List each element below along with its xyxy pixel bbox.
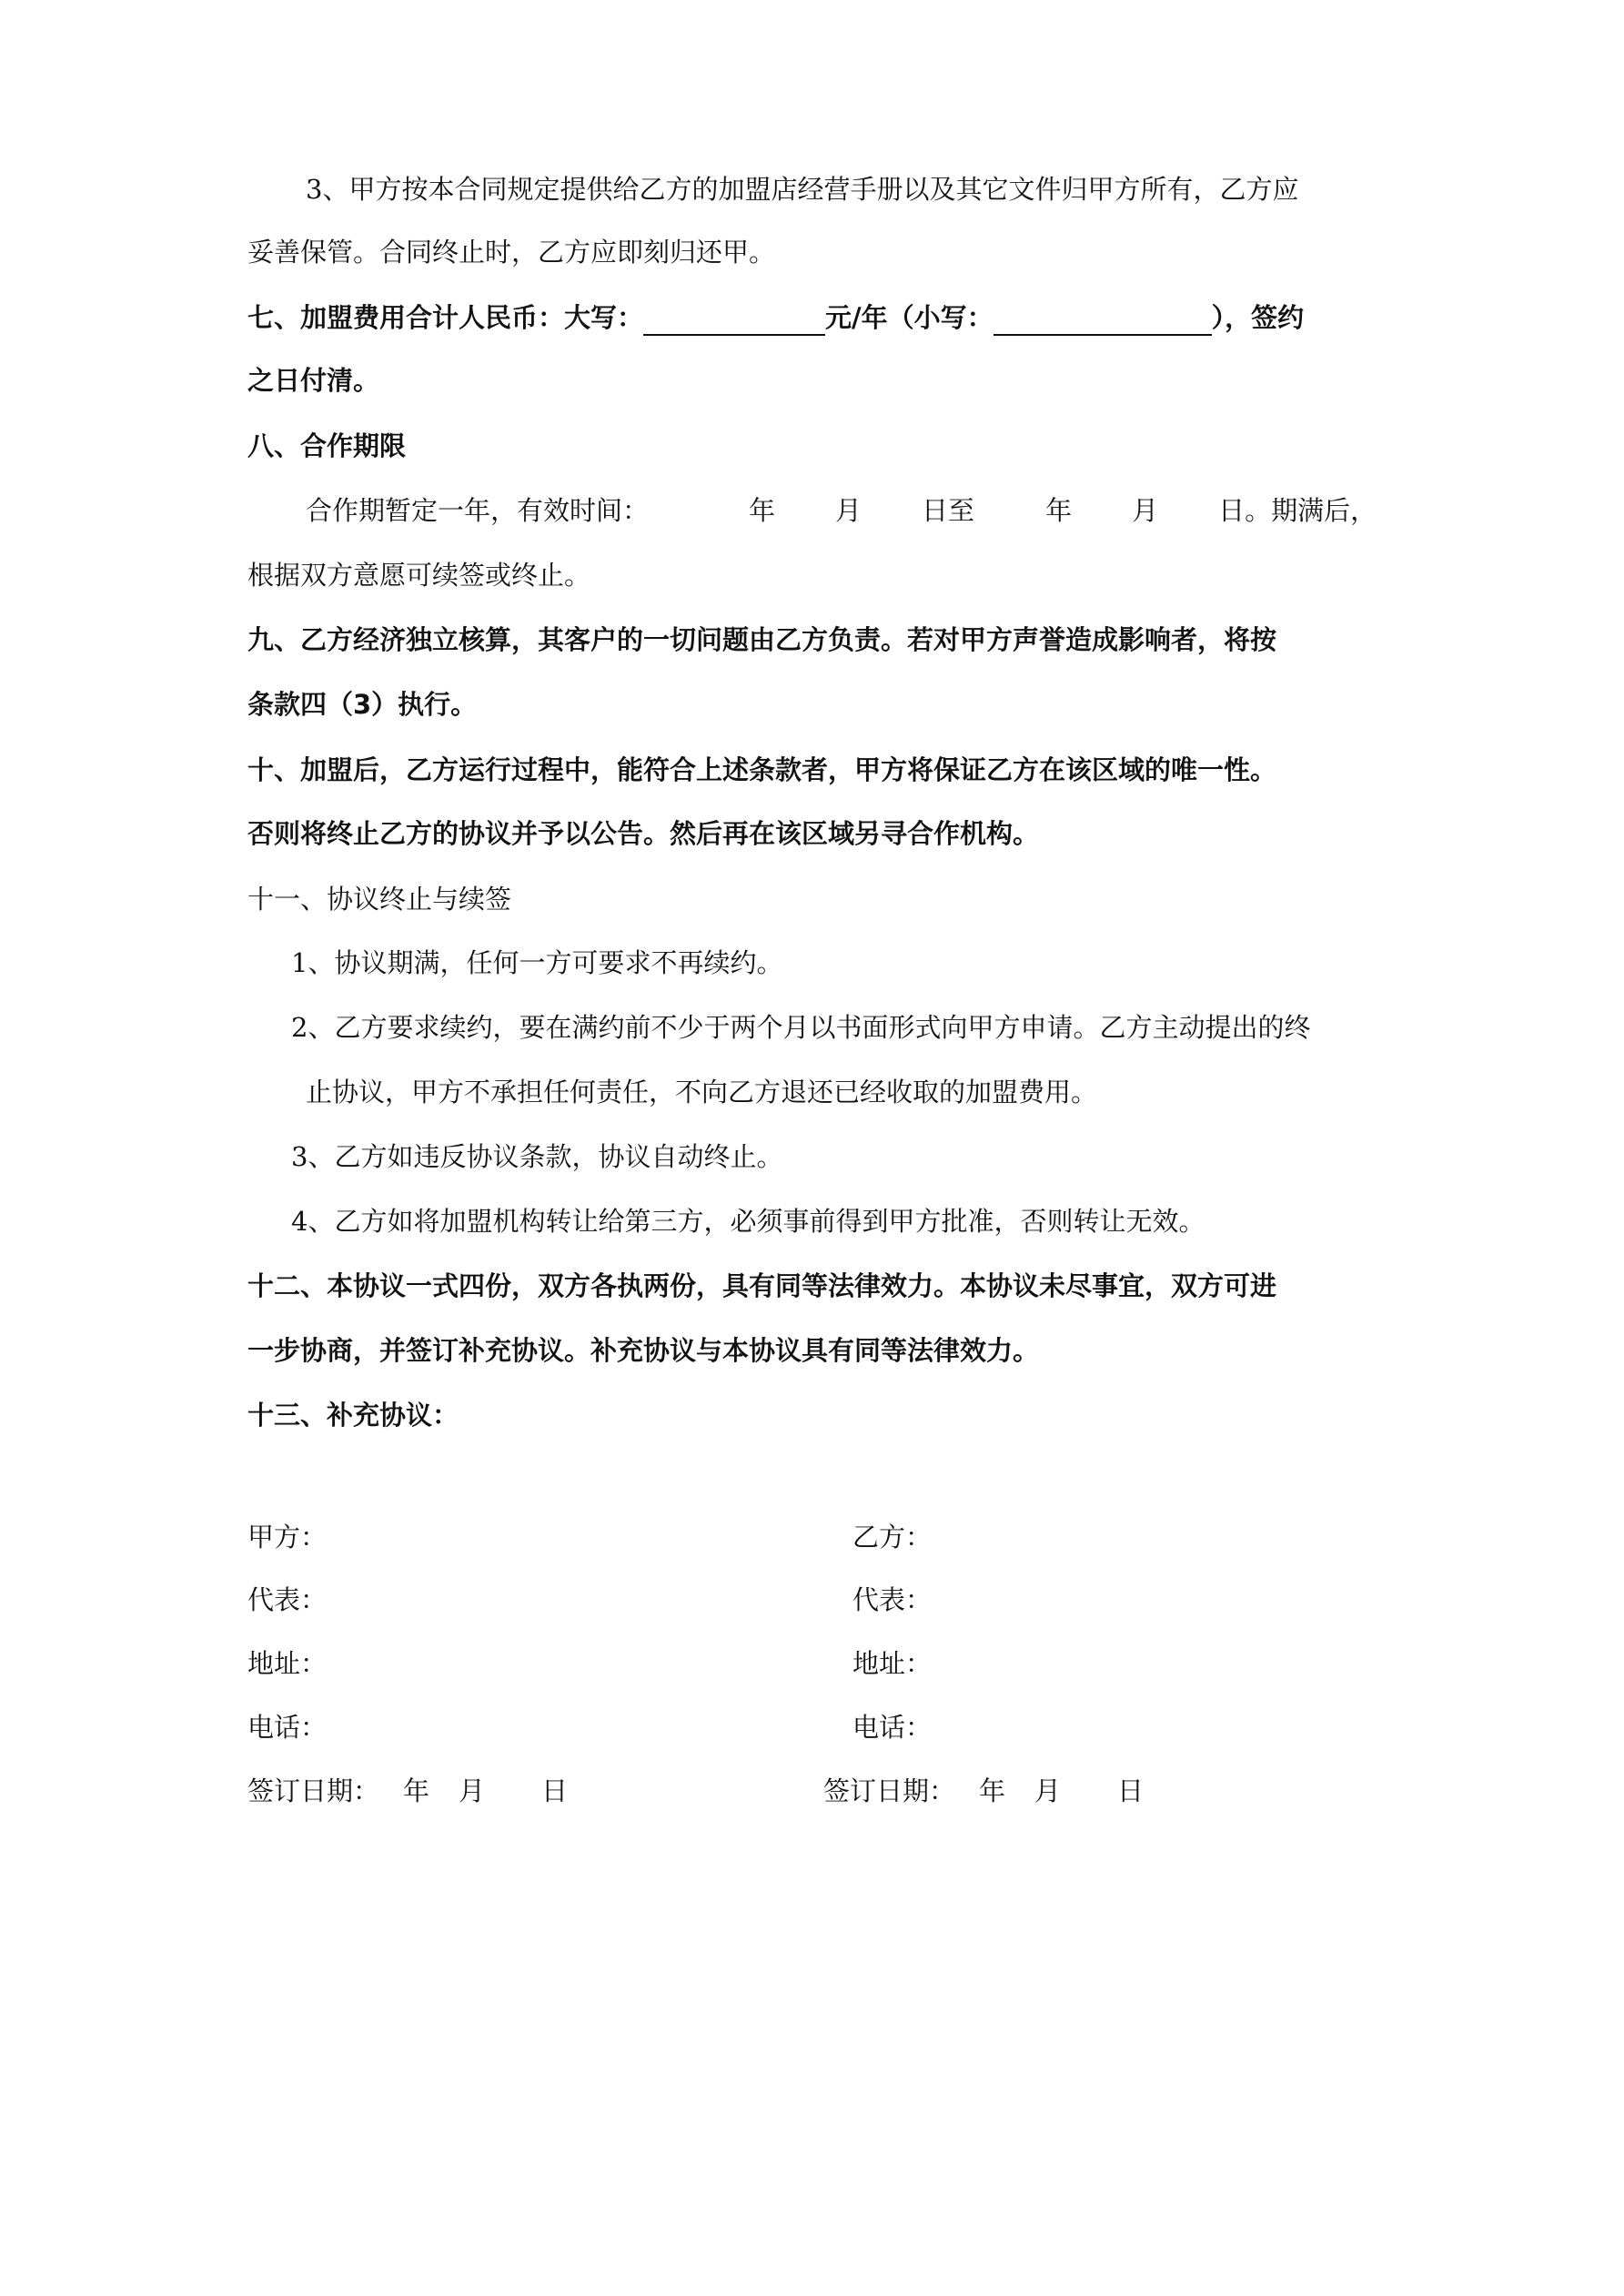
clause11-item2-line2: 止协议，甲方不承担任何责任，不向乙方退还已经收取的加盟费用。 xyxy=(306,1077,1098,1108)
clause7-line1 xyxy=(247,299,1389,336)
clause13-heading: 十三、补充协议： xyxy=(247,1400,459,1431)
clause8-line2: 根据双方意愿可续签或终止。 xyxy=(247,560,591,591)
amount-words-blank xyxy=(643,305,825,336)
party-b-name-label: 乙方： xyxy=(852,1522,933,1553)
party-a-name-label: 甲方： xyxy=(247,1522,328,1553)
clause7-suffix: ），签约 xyxy=(1211,302,1305,333)
clause7-line2: 之日付清。 xyxy=(247,365,380,396)
clause9-line2: 条款四（3）执行。 xyxy=(247,689,478,720)
party-b-address-label: 地址： xyxy=(852,1648,933,1679)
party-b-date-month: 月 xyxy=(1034,1775,1062,1806)
party-b-sign-date xyxy=(823,1773,1144,1809)
start-day: 日至 xyxy=(922,495,975,526)
clause11-item3: 3、乙方如违反协议条款，协议自动终止。 xyxy=(291,1141,783,1172)
clause7-prefix: 七、加盟费用合计人民币：大写： xyxy=(247,302,644,333)
clause11-item4: 4、乙方如将加盟机构转让给第三方，必须事前得到甲方批准，否则转让无效。 xyxy=(291,1206,1205,1237)
party-a-sign-date xyxy=(247,1773,568,1809)
clause8-term-line xyxy=(306,492,1389,529)
party-b-date-label: 签订日期： xyxy=(823,1775,956,1806)
clause6-item3-line2: 妥善保管。合同终止时，乙方应即刻归还甲。 xyxy=(247,237,776,268)
party-b-date-year: 年 xyxy=(979,1775,1006,1806)
clause6-item3-line1 xyxy=(306,171,1389,207)
party-b-rep-label: 代表： xyxy=(852,1584,933,1615)
party-a-date-label: 签订日期： xyxy=(247,1775,380,1806)
clause10-line2: 否则将终止乙方的协议并予以公告。然后再在该区域另寻合作机构。 xyxy=(247,818,1040,849)
clause9-line1: 九、乙方经济独立核算，其客户的一切问题由乙方负责。若对甲方声誉造成影响者，将按 xyxy=(247,624,1277,655)
party-a-phone-label: 电话： xyxy=(247,1712,328,1743)
clause7-unit: 元/年（小写： xyxy=(825,302,994,333)
clause12-line2: 一步协商，并签订补充协议。补充协议与本协议具有同等法律效力。 xyxy=(247,1335,1040,1366)
clause11-heading: 十一、协议终止与续签 xyxy=(247,884,512,915)
start-month: 月 xyxy=(835,495,862,526)
clause8-term-prefix: 合作期暂定一年，有效时间： xyxy=(306,495,650,526)
party-a-address-label: 地址： xyxy=(247,1648,328,1679)
party-b-phone-label: 电话： xyxy=(852,1712,933,1743)
party-a-date-year: 年 xyxy=(403,1775,430,1806)
party-b-date-day: 日 xyxy=(1117,1775,1145,1806)
clause10-line1: 十、加盟后，乙方运行过程中，能符合上述条款者，甲方将保证乙方在该区域的唯一性。 xyxy=(247,754,1277,785)
end-month: 月 xyxy=(1132,495,1159,526)
start-year: 年 xyxy=(749,495,776,526)
party-a-date-day: 日 xyxy=(541,1775,569,1806)
clause11-item1: 1、协议期满，任何一方可要求不再续约。 xyxy=(291,947,783,978)
party-a-rep-label: 代表： xyxy=(247,1584,328,1615)
clause6-item3-text: 3、甲方按本合同规定提供给乙方的加盟店经营手册以及其它文件归甲方所有，乙方应 xyxy=(306,174,1299,205)
end-year: 年 xyxy=(1045,495,1073,526)
clause8-heading: 八、合作期限 xyxy=(247,430,407,461)
clause12-line1: 十二、本协议一式四份，双方各执两份，具有同等法律效力。本协议未尽事宜，双方可进 xyxy=(247,1270,1277,1301)
end-day: 日。期满后， xyxy=(1218,495,1377,526)
clause11-item2-line1: 2、乙方要求续约，要在满约前不少于两个月以书面形式向甲方申请。乙方主动提出的终 xyxy=(291,1012,1311,1043)
amount-figures-blank xyxy=(994,305,1212,336)
party-a-date-month: 月 xyxy=(459,1775,486,1806)
